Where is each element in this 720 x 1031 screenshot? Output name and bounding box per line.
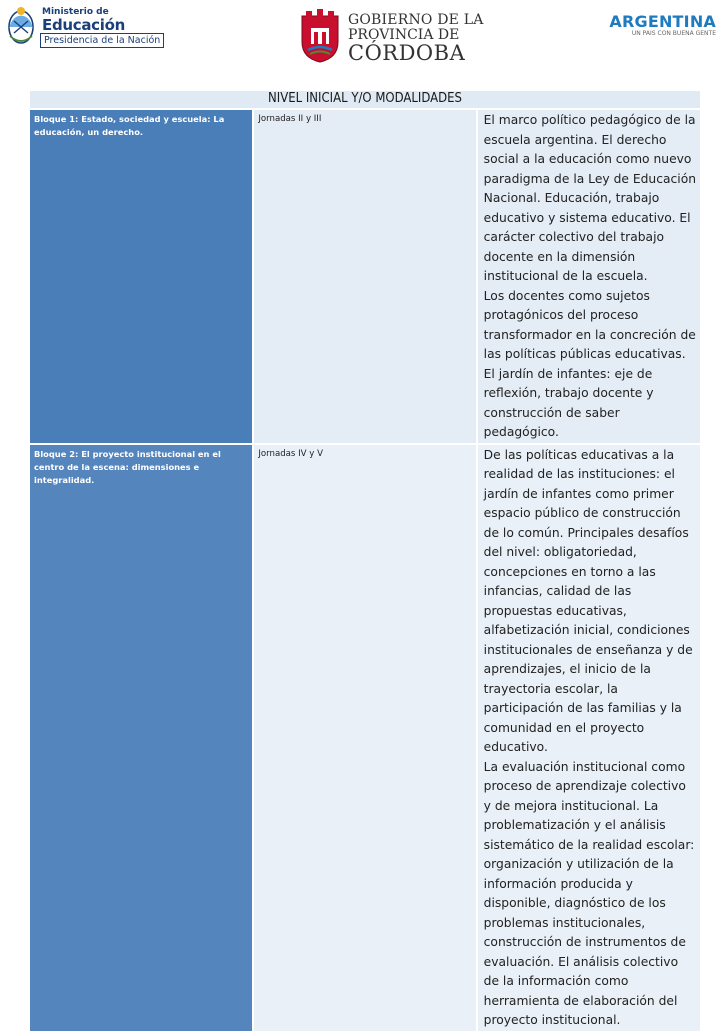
description-paragraph: Los docentes como sujetos protagónicos del proceso transformador en la concreción de las políticas públicas educativas.	[483, 288, 696, 361]
cordoba-line2: PROVINCIA DE	[348, 27, 460, 43]
description-paragraph: El marco político pedagógico de la escuela argentina. El derecho social a la educación como nuevo paradigma de la Ley de Educación Nacional. Educación, trabajo educativo y sistema educativo. El carácter colectivo del trabajo docente en la dimensión institucional de la escuela.	[483, 113, 697, 283]
ministerio-line2: Educación	[42, 16, 125, 34]
argentina-logo	[606, 12, 716, 38]
bloque-cell: Bloque 2: El proyecto institucional en el centro de la escena: dimensiones e integralidad.	[30, 444, 253, 1031]
argentina-tagline: UN PAIS CON BUENA GENTE	[631, 30, 716, 37]
ministerio-line3: Presidencia de la Nación	[40, 33, 164, 48]
bloque-cell: Bloque 1: Estado, sociedad y escuela: La educación, un derecho.	[30, 109, 253, 444]
description-paragraph: El jardín de infantes: eje de reflexión, trabajo docente y construcción de saber pedagógico.	[483, 366, 654, 439]
cordoba-coat-of-arms-icon	[298, 8, 342, 64]
description-cell	[477, 109, 700, 444]
ministerio-line1: Ministerio de	[42, 7, 109, 17]
argentina-shield-icon	[6, 6, 36, 46]
table-title: NIVEL INICIAL Y/O MODALIDADES	[30, 91, 700, 109]
table-row	[30, 444, 700, 1031]
cordoba-line1: GOBIERNO DE LA	[348, 12, 484, 28]
content-table	[30, 91, 700, 1031]
gobierno-cordoba-logo	[298, 8, 484, 65]
description-cell	[477, 444, 700, 1031]
page-header	[0, 0, 720, 88]
description-paragraph: La evaluación institucional como proceso de aprendizaje colectivo y de mejora institucional. La problematización y el análisis sistemático de la realidad escolar: organización y utilización de la información producida y disponible, diagnóstico de los problemas institucionales, construcción de instrumentos de evaluación. El análisis colectivo de la información como herramienta de elaboración del proyecto institucional.	[483, 759, 695, 1027]
cordoba-line3: CÓRDOBA	[348, 41, 466, 65]
jornadas-cell: Jornadas II y III	[253, 109, 476, 444]
argentina-name: ARGENTINA	[609, 12, 716, 31]
jornadas-cell: Jornadas IV y V	[253, 444, 476, 1031]
table-row	[30, 109, 700, 444]
ministerio-educacion-logo	[4, 4, 161, 48]
description-paragraph: De las políticas educativas a la realidad de las instituciones: el jardín de infantes como primer espacio público de construcción de lo común. Principales desafíos del nivel: obligatoriedad, concepciones en torno a las infancias, calidad de las propuestas educativas, alfabetización inicial, condiciones institucionales de enseñanza y de aprendizajes, el inicio de la trayectoria escolar, la participación de las familias y la comunidad en el proyecto educativo.	[483, 447, 693, 754]
